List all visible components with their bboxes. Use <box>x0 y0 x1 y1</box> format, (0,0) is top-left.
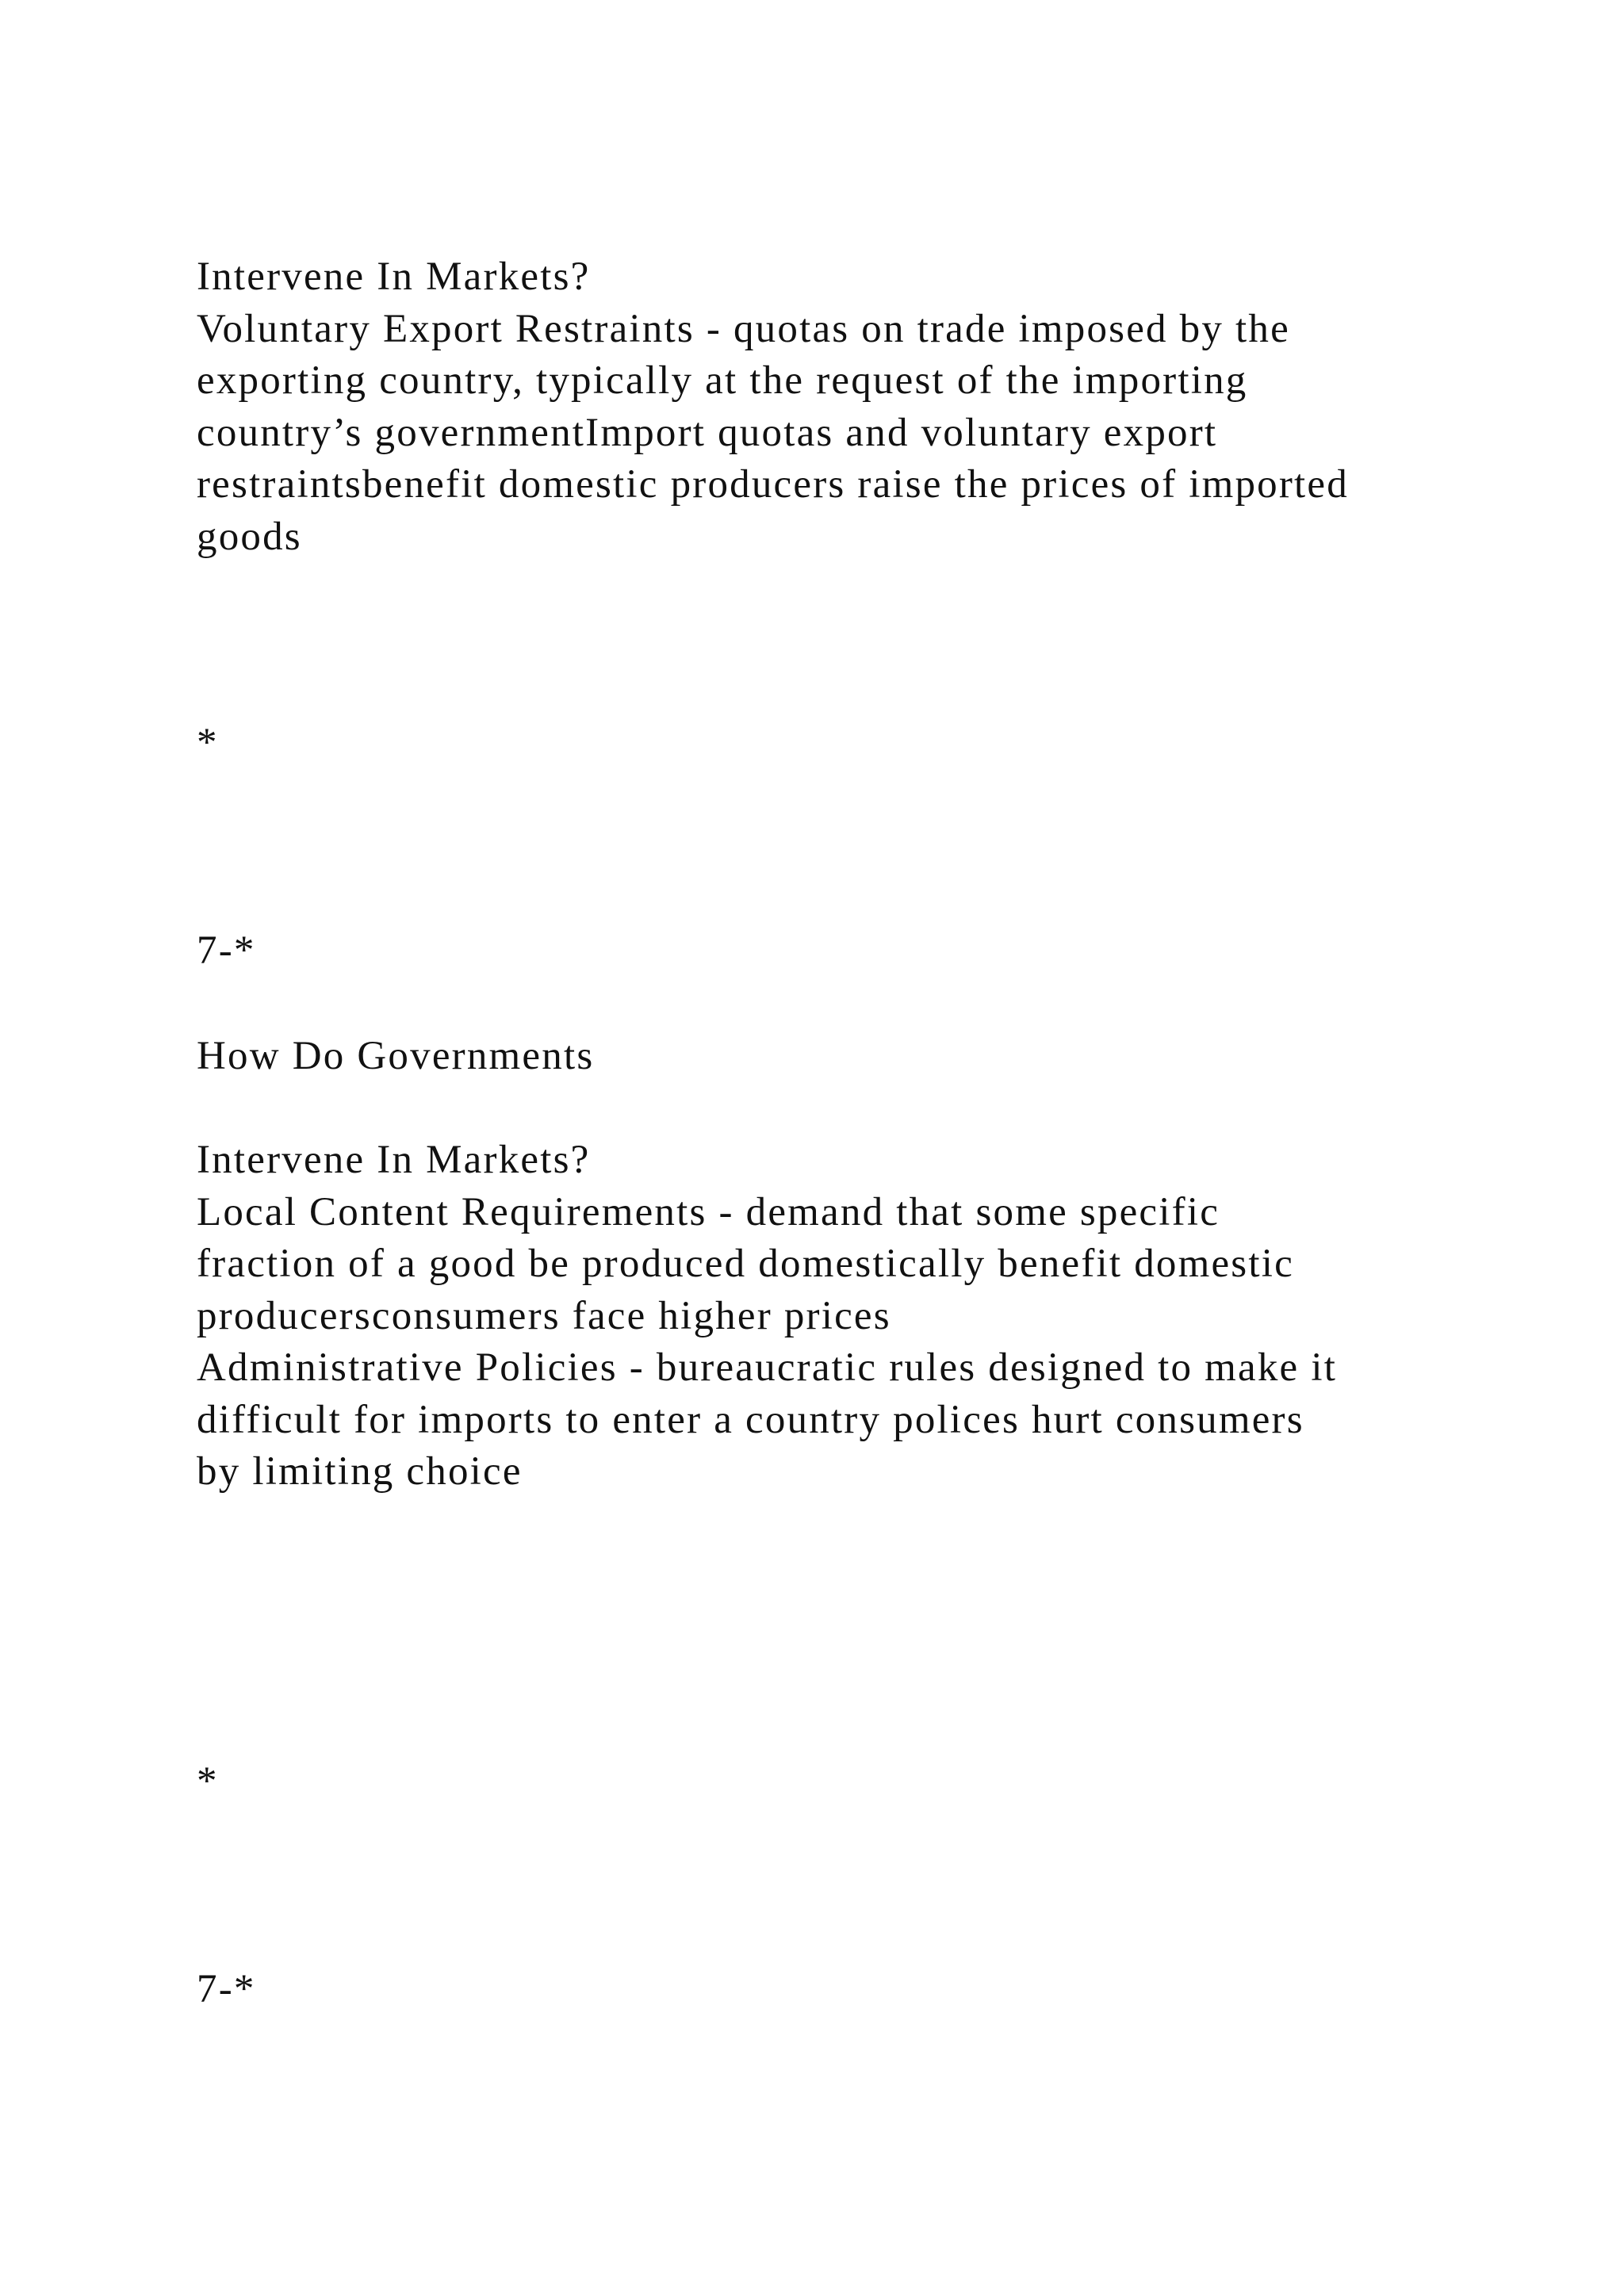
body-line: country’s governmentImport quotas and voluntary export <box>197 411 1218 455</box>
slide-separator-asterisk: * <box>197 721 219 765</box>
heading-intervene-in-markets: Intervene In Markets? <box>197 1138 591 1182</box>
heading-how-do-governments: How Do Governments <box>197 1034 595 1078</box>
body-line: Administrative Policies - bureaucratic rules designed to make it <box>197 1345 1338 1390</box>
body-line: Voluntary Export Restraints - quotas on trade imposed by the <box>197 307 1290 351</box>
slide-number: 7-* <box>197 1967 256 2011</box>
slide-number: 7-* <box>197 928 256 973</box>
slide-separator-asterisk: * <box>197 1759 219 1804</box>
body-line: Local Content Requirements - demand that some specific <box>197 1190 1220 1234</box>
body-line: exporting country, typically at the request of the importing <box>197 358 1248 403</box>
body-line: restraintsbenefit domestic producers raise the prices of imported <box>197 462 1349 507</box>
body-line: fraction of a good be produced domestically benefit domestic <box>197 1242 1294 1286</box>
body-line: by limiting choice <box>197 1449 523 1494</box>
body-line: difficult for imports to enter a country polices hurt consumers <box>197 1398 1304 1442</box>
heading-intervene-in-markets: Intervene In Markets? <box>197 254 591 299</box>
body-line: goods <box>197 515 302 559</box>
body-line: producersconsumers face higher prices <box>197 1294 891 1338</box>
